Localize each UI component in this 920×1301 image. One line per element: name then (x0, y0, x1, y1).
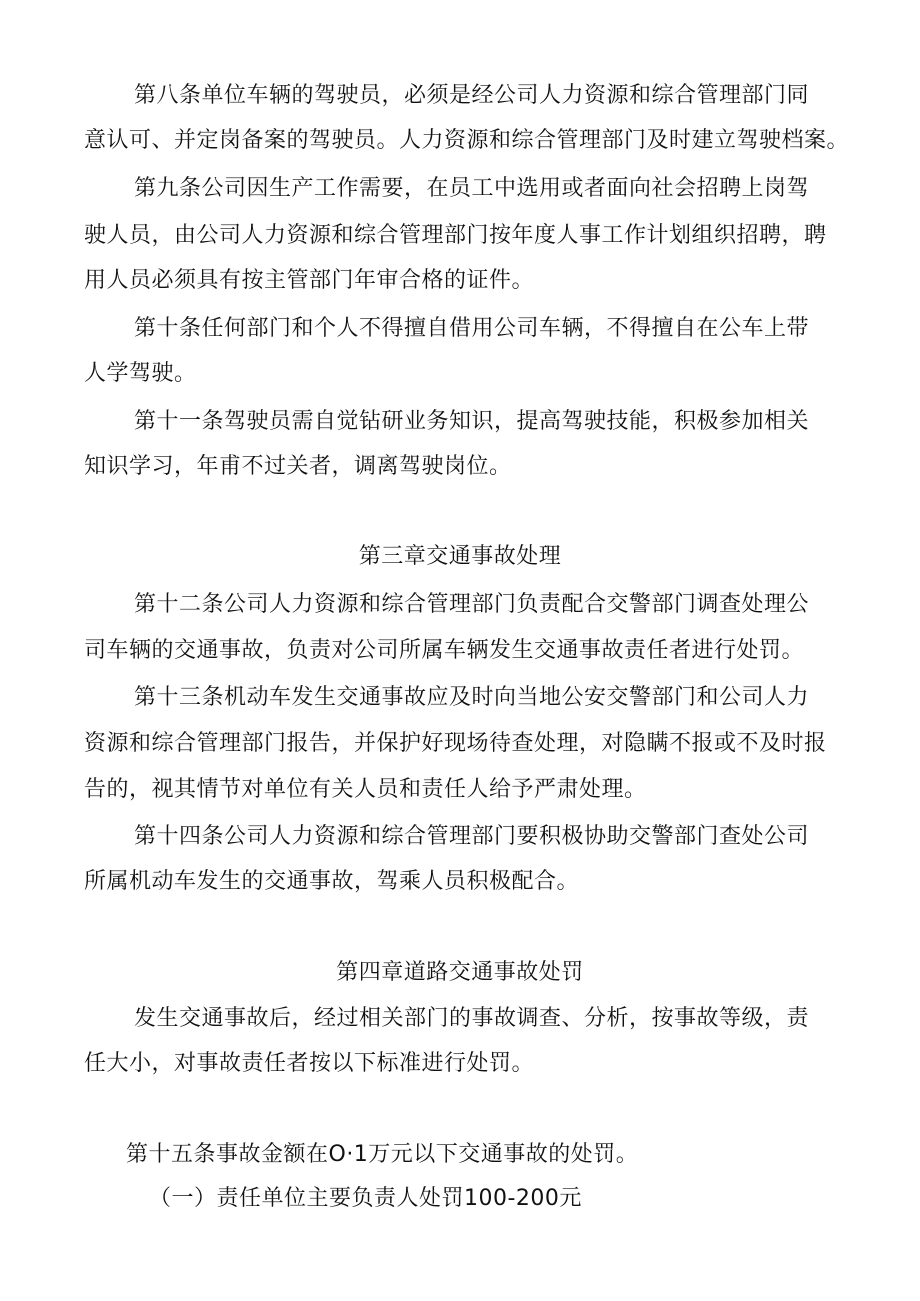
article-10-line-2: 人学驾驶。 (84, 361, 197, 386)
article-9-line-1: 第九条公司因生产工作需要，在员工中选用或者面向社会招聘上岗驾 (134, 176, 810, 201)
article-9-line-3: 用人员必须具有按主管部门年审合格的证件。 (84, 268, 535, 293)
article-15-line: 第十五条事故金额在O·1万元以下交通事故的处罚。 (126, 1142, 639, 1167)
article-13-line-3: 告的，视其情节对单位有关人员和责任人给予严肃处理。 (84, 777, 647, 802)
article-8-line-1: 第八条单位车辆的驾驶员，必须是经公司人力资源和综合管理部门同 (134, 83, 810, 108)
article-13-line-2: 资源和综合管理部门报告，并保护好现场待查处理，对隐瞒不报或不及时报 (84, 731, 827, 756)
article-14-line-2: 所属机动车发生的交通事故，驾乘人员积极配合。 (84, 869, 580, 894)
article-12-line-2: 司车辆的交通事故，负责对公司所属车辆发生交通事故责任者进行处罚。 (84, 638, 805, 663)
chapter-3-heading: 第三章交通事故处理 (358, 544, 562, 569)
article-10-line-1: 第十条任何部门和个人不得擅自借用公司车辆，不得擅自在公车上带 (134, 316, 810, 341)
article-9-line-2: 驶人员，由公司人力资源和综合管理部门按年度人事工作计划组织招聘，聘 (84, 223, 827, 248)
article-14-line-1: 第十四条公司人力资源和综合管理部门要积极协助交警部门查处公司 (134, 824, 810, 849)
chapter-4-heading: 第四章道路交通事故处罚 (336, 960, 584, 985)
article-11-line-2: 知识学习，年甫不过关者，调离驾驶岗位。 (84, 454, 512, 479)
article-11-line-1: 第十一条驾驶员需自觉钻研业务知识，提高驾驶技能，积极参加相关 (134, 409, 810, 434)
chapter-4-intro-line-1: 发生交通事故后，经过相关部门的事故调查、分析，按事故等级，责 (134, 1006, 810, 1031)
article-8-line-2: 意认可、并定岗备案的驾驶员。人力资源和综合管理部门及时建立驾驶档案。 (84, 128, 850, 153)
article-13-line-1: 第十三条机动车发生交通事故应及时向当地公安交警部门和公司人力 (134, 685, 810, 710)
chapter-4-intro-line-2: 任大小，对事故责任者按以下标准进行处罚。 (84, 1051, 535, 1076)
penalty-item-1: （一）责任单位主要负责人处罚100-200元 (149, 1186, 582, 1211)
article-12-line-1: 第十二条公司人力资源和综合管理部门负责配合交警部门调查处理公 (134, 592, 810, 617)
